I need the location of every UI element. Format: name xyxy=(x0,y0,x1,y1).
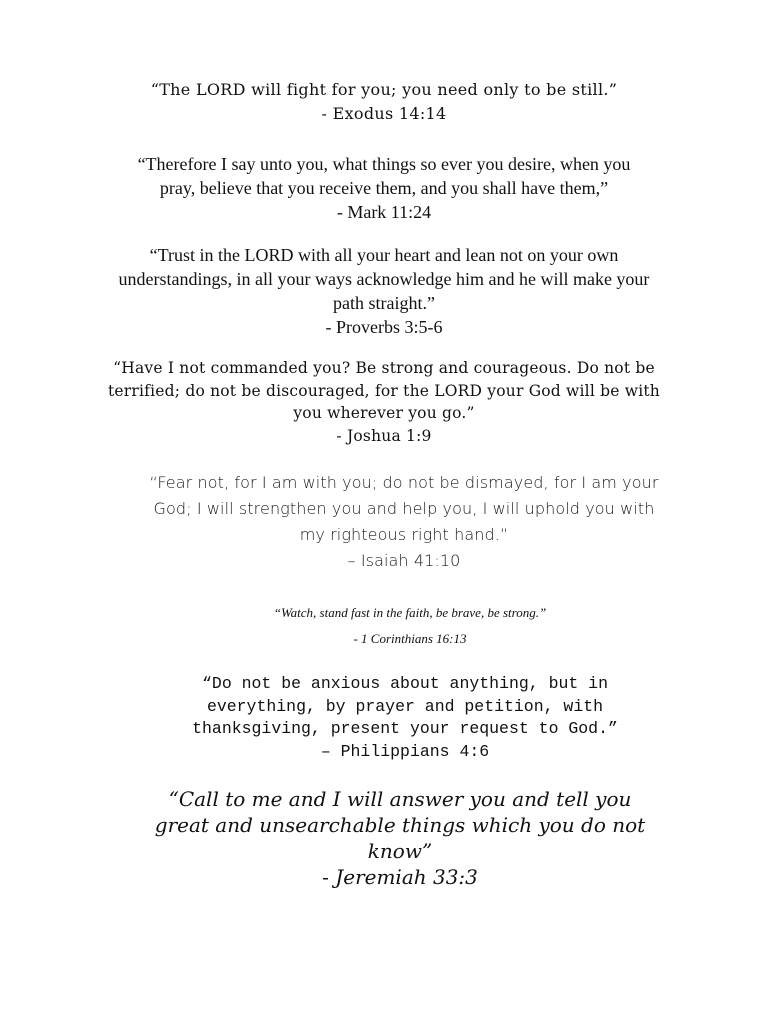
verse-line: “Call to me and I will answer you and tell you xyxy=(168,787,632,811)
verse-jeremiah xyxy=(120,786,680,890)
verse-line: “Therefore I say unto you, what things so ever you desire, when you xyxy=(137,154,631,174)
verse-line: “Trust in the LORD with all your heart and lean not on your own xyxy=(149,245,619,265)
verse-line: God; I will strengthen you and help you, I will uphold you with xyxy=(153,499,655,518)
verse-line: “Have I not commanded you? Be strong and courageous. Do not be xyxy=(113,359,655,377)
verse-line: thanksgiving, present your request to God.” xyxy=(192,719,618,738)
verse-joshua xyxy=(70,357,698,447)
verse-line: you wherever you go.” xyxy=(293,404,475,422)
verse-reference: - Jeremiah 33:3 xyxy=(322,865,478,889)
verse-reference: – Philippians 4:6 xyxy=(320,741,490,761)
verse-line: everything, by prayer and petition, with xyxy=(206,696,604,716)
verse-reference: - Mark 11:24 xyxy=(336,202,432,222)
verse-line: “Do not be anxious about anything, but in xyxy=(202,674,608,693)
verse-line: know” xyxy=(367,839,433,863)
verse-reference: – Isaiah 41:10 xyxy=(347,551,461,570)
verse-mark xyxy=(80,152,688,224)
verse-line: understandings, in all your ways acknowledge him and he will make your xyxy=(118,269,650,289)
verse-line: terrified; do not be discouraged, for the LORD your God will be with xyxy=(108,381,660,400)
verse-reference: - Joshua 1:9 xyxy=(336,426,432,445)
verse-exodus xyxy=(60,78,708,126)
verse-line: great and unsearchable things which you do not xyxy=(154,813,646,837)
verse-corinthians xyxy=(180,600,640,652)
verse-reference: - Exodus 14:14 xyxy=(321,104,447,123)
verse-line: “The LORD will fight for you; you need only to be still.” xyxy=(150,80,618,99)
verse-isaiah xyxy=(120,470,688,574)
verse-reference: - 1 Corinthians 16:13 xyxy=(353,631,467,646)
verse-reference: - Proverbs 3:5-6 xyxy=(325,317,443,337)
verse-line: my righteous right hand.” xyxy=(299,525,509,544)
verse-philippians xyxy=(110,673,700,763)
verse-line: “Watch, stand fast in the faith, be brave, be strong.” xyxy=(273,605,547,620)
verse-line: pray, believe that you receive them, and you shall have them,” xyxy=(159,178,609,198)
verse-proverbs xyxy=(70,243,698,339)
verse-line: path straight.” xyxy=(333,293,435,313)
verse-line: “Fear not, for I am with you; do not be dismayed, for I am your xyxy=(149,473,659,492)
